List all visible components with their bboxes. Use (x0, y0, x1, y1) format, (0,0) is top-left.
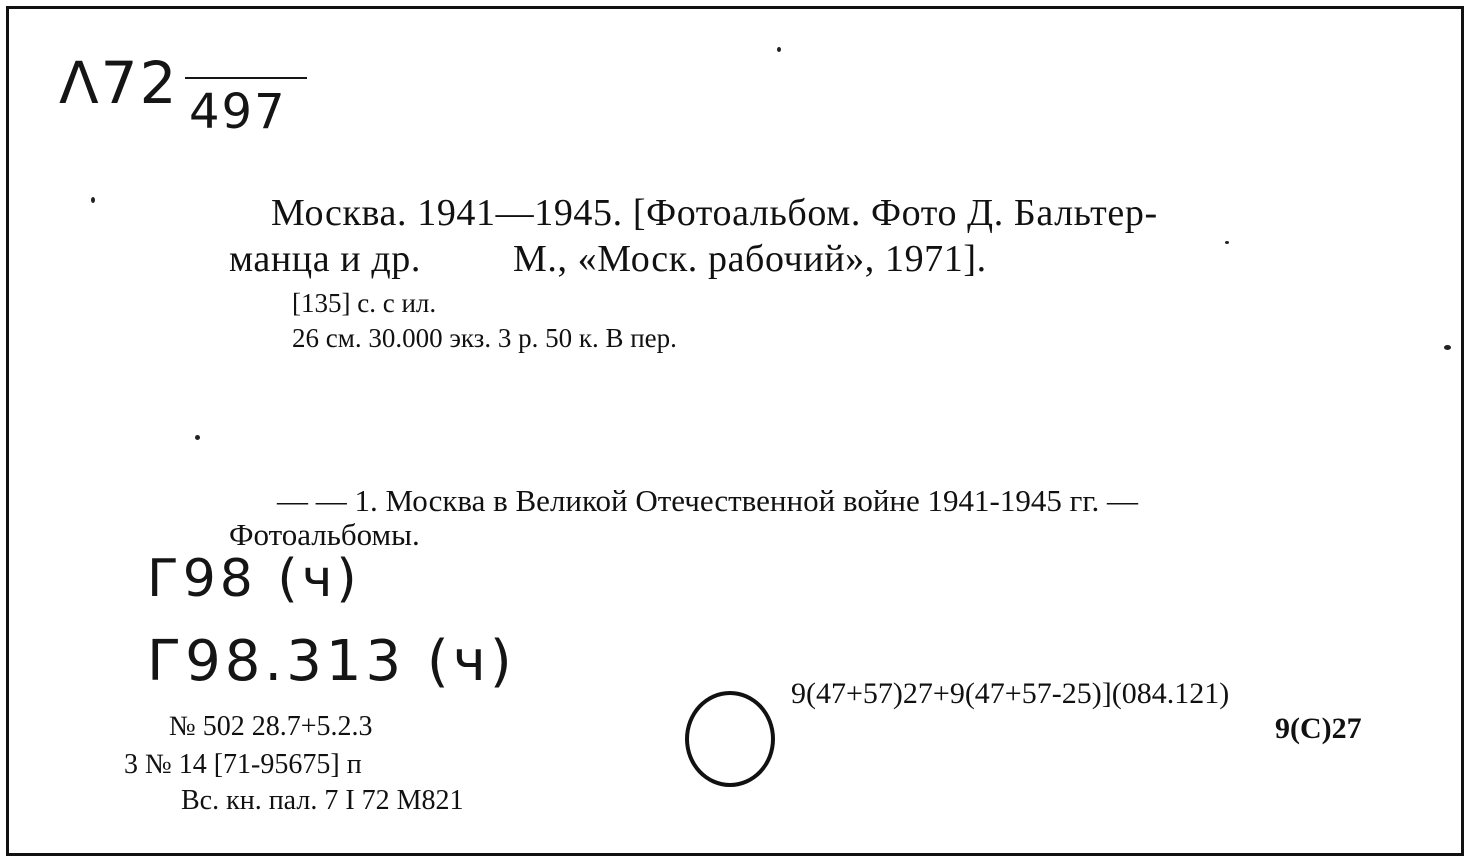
shelfmark-divider (185, 77, 307, 79)
physical-description-size-price: 26 см. 30.000 экз. 3 р. 50 к. В пер. (292, 323, 677, 353)
shelfmark-top: Λ72 (59, 49, 179, 117)
handwritten-class-1: Г98 (ч) (147, 549, 361, 609)
speck (1444, 345, 1451, 350)
physical-description-pages: [135] с. с ил. (292, 288, 437, 318)
title-line-2 (229, 237, 987, 281)
stamp-circle-icon (685, 691, 775, 787)
book-chamber-imprint: Вс. кн. пал. 7 I 72 М821 (181, 785, 464, 816)
speck (1225, 241, 1229, 244)
title-imprint: М., «Моск. рабочий», 1971]. (512, 238, 987, 280)
registration-number: № 502 28.7+5.2.3 (169, 711, 373, 742)
subject-heading-line-1: — — 1. Москва в Великой Отечественной войне 1941-1945 гг. — (277, 483, 1139, 518)
speck (777, 47, 781, 52)
title-authors: манца и др. (229, 238, 421, 280)
catalog-card (6, 6, 1464, 856)
udc-classification: 9(47+57)27+9(47+57-25)](084.121) (791, 677, 1230, 710)
speck (91, 197, 95, 203)
title-line-1: Москва. 1941—1945. [Фотоальбом. Фото Д. Бальтер- (271, 192, 1158, 234)
subject-heading-line-2: Фотоальбомы. (229, 517, 420, 552)
shelfmark-bottom: 497 (189, 84, 287, 140)
bbk-classification: 9(С)27 (1275, 712, 1362, 745)
entry-number: 3 № 14 [71-95675] п (124, 749, 362, 780)
handwritten-class-2: Г98.313 (ч) (147, 629, 516, 694)
speck (195, 435, 200, 440)
